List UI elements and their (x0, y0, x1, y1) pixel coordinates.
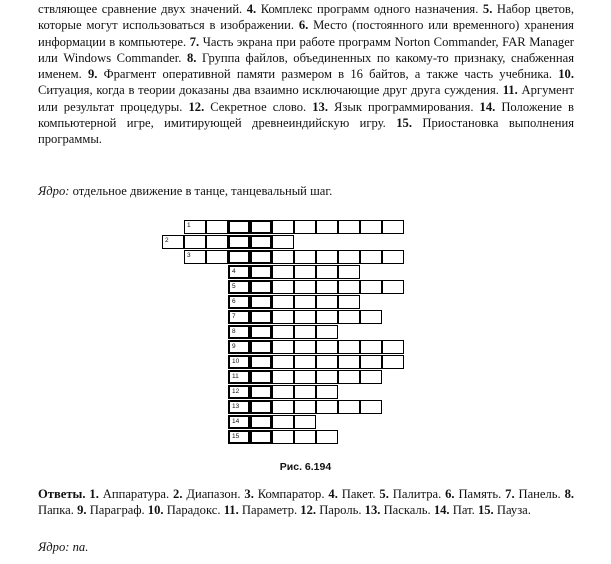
clue-number: 6. (298, 18, 309, 33)
clue-number: 9. (87, 67, 98, 82)
answer-number: 1. (89, 487, 99, 501)
answer-word: Параграф. (89, 503, 145, 518)
crossword-cell[interactable] (272, 265, 294, 279)
crossword-cell[interactable] (382, 220, 404, 234)
answer-number: 12. (300, 503, 317, 518)
crossword-cell[interactable] (316, 400, 338, 414)
answer-word: Пароль. (319, 503, 362, 518)
crossword-core-cell[interactable] (228, 430, 250, 444)
answers-label: Ответы. (38, 487, 86, 501)
crossword-core-cell[interactable] (250, 310, 272, 324)
clue-number-label: 4 (232, 268, 236, 275)
crossword-cell[interactable] (272, 370, 294, 384)
clue-text: Аргумент или результат процедуры. (38, 83, 574, 114)
clue-number: 7. (189, 34, 200, 49)
crossword-core-cell[interactable] (228, 265, 250, 279)
answer-word: Пауза. (496, 503, 531, 518)
answer-word: Панель. (518, 487, 561, 501)
crossword-cell[interactable] (184, 250, 206, 264)
crossword-cell[interactable] (360, 250, 382, 264)
crossword-cell[interactable] (338, 280, 360, 294)
clue-number-label: 11 (232, 373, 239, 380)
crossword-cell[interactable] (382, 250, 404, 264)
clue-number: 15. (396, 116, 412, 131)
clue-text: Фрагмент оперативной памяти размером в 16 байтов, а также часть учебника. (97, 67, 559, 82)
crossword-cell[interactable] (294, 340, 316, 354)
crossword-core-cell[interactable] (228, 220, 250, 234)
crossword-core-cell[interactable] (228, 295, 250, 309)
clue-number-label: 13 (232, 403, 240, 410)
answer-number: 6. (445, 487, 455, 501)
answer-word: Пат. (452, 503, 475, 518)
clue-number: 5. (482, 2, 493, 16)
crossword-core-cell[interactable] (250, 265, 272, 279)
crossword-cell[interactable] (360, 220, 382, 234)
crossword-core-cell[interactable] (250, 280, 272, 294)
clue-text: Часть экрана при работе программ Norton Commander, FAR Manager или Windows Commander. (38, 34, 574, 65)
clue-number-label: 6 (232, 298, 236, 305)
clue-number: 8. (186, 50, 197, 65)
clue-number-label: 9 (232, 343, 236, 350)
clue-text: Язык программирования. (328, 99, 480, 114)
crossword-cell[interactable] (294, 250, 316, 264)
crossword-core-cell[interactable] (250, 295, 272, 309)
clue-text: Место (постоянного или временного) хранения информации в компьютере. (38, 18, 574, 49)
crossword-core-cell[interactable] (228, 400, 250, 414)
crossword-cell[interactable] (382, 340, 404, 354)
answer-number: 8. (564, 487, 575, 501)
clue-text: Положение в компьютерной игре, имитирующей древнеиндийскую игру. (38, 99, 574, 131)
crossword-cell[interactable] (294, 265, 316, 279)
clue-number-label: 7 (232, 313, 236, 320)
crossword-cell[interactable] (272, 385, 294, 399)
crossword-cell[interactable] (294, 355, 316, 369)
crossword-cell[interactable] (206, 235, 228, 249)
crossword-cell[interactable] (316, 265, 338, 279)
crossword-cell[interactable] (316, 295, 338, 309)
clue-text: Секретное слово. (204, 99, 313, 114)
crossword-cell[interactable] (272, 400, 294, 414)
clue-number-label: 3 (187, 252, 191, 259)
answer-number: 14. (433, 503, 450, 518)
crossword-cell[interactable] (294, 220, 316, 234)
crossword-cell[interactable] (338, 265, 360, 279)
clue-number: 11. (502, 83, 518, 98)
clue-number-label: 8 (232, 328, 236, 335)
crossword-cell[interactable] (206, 250, 228, 264)
crossword-cell[interactable] (360, 370, 382, 384)
crossword-core-cell[interactable] (250, 400, 272, 414)
crossword-cell[interactable] (294, 385, 316, 399)
crossword-core-cell[interactable] (250, 415, 272, 429)
answer-word: Диапазон. (186, 487, 241, 501)
clue-number-label: 5 (232, 283, 236, 290)
crossword-cell[interactable] (272, 355, 294, 369)
crossword-cell[interactable] (272, 235, 294, 249)
crossword-core-cell[interactable] (250, 250, 272, 264)
crossword-cell[interactable] (338, 370, 360, 384)
answer-word: Парадокс. (166, 503, 221, 518)
clue-number: 10. (558, 67, 574, 82)
clue-text: Ситуация, когда в теории доказаны два взаимно исключающие друг друга суждения. (38, 83, 503, 98)
answer-word: Параметр. (241, 503, 298, 518)
answer-word: Пакет. (341, 487, 376, 501)
crossword-cell[interactable] (162, 235, 184, 249)
clue-number: 4. (246, 2, 257, 16)
crossword-cell[interactable] (316, 310, 338, 324)
crossword-core-cell[interactable] (228, 340, 250, 354)
crossword-cell[interactable] (272, 280, 294, 294)
crossword-cell[interactable] (338, 355, 360, 369)
clue-number-label: 1 (187, 222, 191, 229)
crossword-core-cell[interactable] (228, 385, 250, 399)
answer-word: Аппаратура. (102, 487, 170, 501)
crossword-core-cell[interactable] (228, 355, 250, 369)
crossword-cell[interactable] (272, 220, 294, 234)
crossword-core-cell[interactable] (228, 280, 250, 294)
answer-word: Компаратор. (257, 487, 325, 501)
crossword-core-cell[interactable] (250, 370, 272, 384)
answer-number: 7. (505, 487, 515, 501)
answer-number: 13. (364, 503, 381, 518)
clue-text: Комплекс программ одного назначения. (256, 2, 483, 16)
crossword-core-cell[interactable] (250, 355, 272, 369)
crossword-cell[interactable] (338, 295, 360, 309)
answer-core (38, 539, 574, 555)
crossword-cell[interactable] (184, 235, 206, 249)
crossword-cell[interactable] (316, 220, 338, 234)
crossword-cell[interactable] (272, 295, 294, 309)
clue-number: 12. (188, 99, 205, 114)
crossword-cell[interactable] (184, 220, 206, 234)
crossword-cell[interactable] (272, 415, 294, 429)
crossword-cell[interactable] (360, 400, 382, 414)
answer-number: 3. (244, 487, 254, 501)
clue-number-label: 10 (232, 358, 240, 365)
crossword-core-cell[interactable] (228, 235, 250, 249)
clue-text: ствляющее сравнение двух значений. (38, 2, 247, 16)
crossword-core-cell[interactable] (228, 310, 250, 324)
crossword-cell[interactable] (360, 355, 382, 369)
crossword-cell[interactable] (272, 340, 294, 354)
crossword-core-cell[interactable] (228, 325, 250, 339)
crossword-core-cell[interactable] (228, 370, 250, 384)
crossword-cell[interactable] (382, 280, 404, 294)
crossword-cell[interactable] (382, 355, 404, 369)
answer-word: Папка. (38, 503, 74, 518)
crossword-core-cell[interactable] (250, 340, 272, 354)
figure-caption: Рис. 6.194 (279, 461, 332, 473)
answer-number: 4. (328, 487, 338, 501)
crossword-cell[interactable] (338, 220, 360, 234)
clue-text: Группа файлов, объединенных по какому-то признаку, снабженная именем. (38, 50, 575, 82)
crossword-cell[interactable] (316, 430, 338, 444)
clue-number: 13. (312, 99, 328, 114)
crossword-cell[interactable] (272, 430, 294, 444)
crossword-cell[interactable] (316, 280, 338, 294)
crossword-cell[interactable] (294, 280, 316, 294)
clue-text: Набор цветов, которые могут использоваться в изображении. (38, 2, 575, 33)
clue-number: 14. (479, 99, 496, 114)
answer-core-label: Ядро: (38, 540, 70, 554)
crossword-cell[interactable] (338, 310, 360, 324)
crossword-core-cell[interactable] (228, 250, 250, 264)
core-clue-label: Ядро: (38, 184, 70, 198)
answer-number: 9. (77, 503, 87, 518)
answer-word: Паскаль. (383, 503, 431, 518)
crossword-cell[interactable] (316, 325, 338, 339)
core-clue-text: отдельное движение в танце, танцевальный шаг. (69, 184, 333, 198)
crossword-cell[interactable] (294, 415, 316, 429)
answer-word: Память. (458, 487, 502, 501)
crossword-cell[interactable] (316, 355, 338, 369)
crossword-core-cell[interactable] (250, 325, 272, 339)
crossword-core-cell[interactable] (250, 235, 272, 249)
answer-number: 15. (477, 503, 494, 518)
crossword-core-cell[interactable] (250, 385, 272, 399)
crossword-cell[interactable] (360, 340, 382, 354)
crossword-cell[interactable] (338, 250, 360, 264)
crossword-cell[interactable] (360, 310, 382, 324)
clue-number-label: 2 (165, 237, 169, 244)
crossword-cell[interactable] (316, 385, 338, 399)
crossword-cell[interactable] (316, 250, 338, 264)
answer-number: 5. (379, 487, 389, 501)
crossword-cell[interactable] (294, 325, 316, 339)
answer-number: 2. (173, 487, 183, 501)
crossword-cell[interactable] (316, 370, 338, 384)
crossword-cell[interactable] (316, 340, 338, 354)
crossword-cell[interactable] (294, 310, 316, 324)
clue-number-label: 12 (232, 388, 240, 395)
crossword-core-cell[interactable] (250, 220, 272, 234)
crossword-cell[interactable] (360, 280, 382, 294)
answer-number: 11. (223, 503, 239, 518)
crossword-core-cell[interactable] (250, 430, 272, 444)
crossword-cell[interactable] (294, 295, 316, 309)
crossword-cell[interactable] (338, 340, 360, 354)
crossword-cell[interactable] (338, 400, 360, 414)
clue-number-label: 15 (232, 433, 240, 440)
crossword-cell[interactable] (206, 220, 228, 234)
clue-number-label: 14 (232, 418, 240, 425)
crossword-core-cell[interactable] (228, 415, 250, 429)
answer-number: 10. (147, 503, 164, 518)
clue-text: Приостановка выполнения программы. (38, 116, 575, 147)
crossword-cell[interactable] (272, 250, 294, 264)
crossword-cell[interactable] (272, 310, 294, 324)
crossword-cell[interactable] (294, 430, 316, 444)
answer-core-text: па. (72, 540, 89, 554)
crossword-cell[interactable] (294, 370, 316, 384)
crossword-cell[interactable] (294, 400, 316, 414)
answers-block (38, 486, 574, 519)
crossword-cell[interactable] (272, 325, 294, 339)
answer-word: Палитра. (392, 487, 442, 501)
